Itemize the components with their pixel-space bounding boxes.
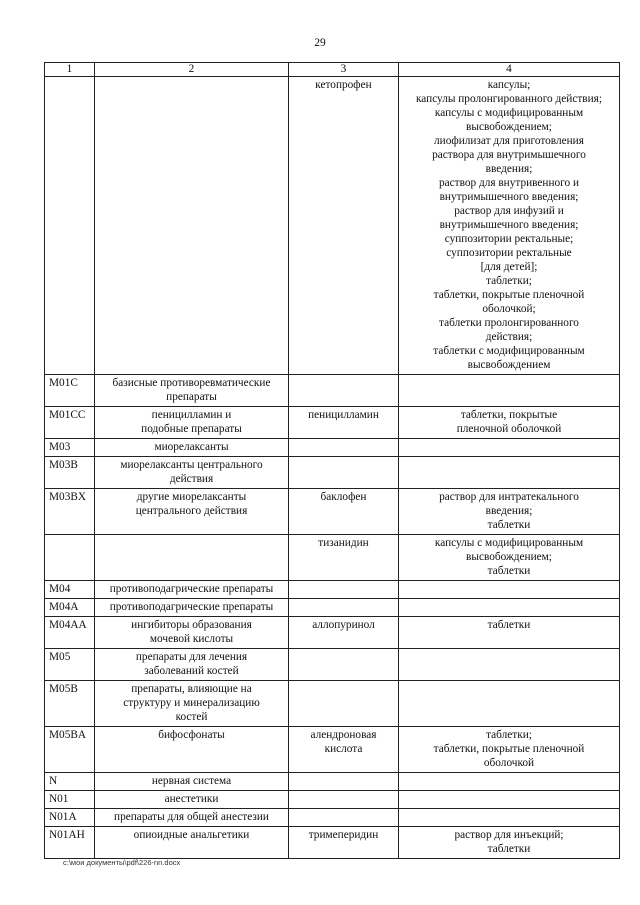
- code-cell: N01A: [45, 809, 95, 827]
- cell-text-line: введения;: [485, 163, 533, 175]
- name-cell: [95, 809, 289, 827]
- drug-cell: [289, 649, 399, 681]
- name-cell: [95, 727, 289, 773]
- code-cell: M03BX: [45, 489, 95, 535]
- code-cell: M04: [45, 581, 95, 599]
- cell-text-line: пленочной оболочкой: [456, 423, 562, 435]
- cell-text-line: заболеваний костей: [144, 665, 239, 677]
- cell-text-line: действия: [169, 473, 214, 485]
- code-cell: [45, 77, 95, 375]
- cell-text-line: препараты: [166, 391, 217, 403]
- name-cell: [95, 457, 289, 489]
- forms-cell: [399, 773, 620, 791]
- name-cell: [95, 489, 289, 535]
- footer-file-path: c:\мои документы\pdf\226-nn.docx: [63, 858, 181, 867]
- cell-text-line: раствор для инъекций;: [454, 829, 564, 841]
- column-header-2: 2: [95, 63, 289, 77]
- cell-text-line: мочевой кислоты: [149, 633, 234, 645]
- table-row: [45, 649, 620, 681]
- table-row: [45, 535, 620, 581]
- cell-text-line: алендроновая: [310, 729, 377, 741]
- cell-text-line: анестетики: [164, 793, 219, 805]
- cell-text-line: таблетки: [487, 843, 531, 855]
- table-row: [45, 617, 620, 649]
- cell-text-line: лиофилизат для приготовления: [434, 135, 584, 147]
- table-row: [45, 77, 620, 375]
- code-cell: M05B: [45, 681, 95, 727]
- drug-cell: [289, 599, 399, 617]
- forms-cell: [399, 681, 620, 727]
- table-row: [45, 581, 620, 599]
- cell-text-line: капсулы пролонгированного действия;: [415, 93, 603, 105]
- name-cell: [95, 617, 289, 649]
- cell-text-line: суппозитории ректальные: [446, 247, 572, 259]
- drug-cell: [289, 681, 399, 727]
- code-cell: N01: [45, 791, 95, 809]
- cell-text-line: раствора для внутримышечного: [432, 149, 586, 161]
- cell-text-line: раствор для интратекального: [439, 491, 579, 503]
- forms-cell: [399, 457, 620, 489]
- cell-text-line: высвобождением: [467, 359, 551, 371]
- cell-text-line: высвобождением;: [466, 121, 552, 133]
- column-header-4: 4: [399, 63, 620, 77]
- name-cell: [95, 77, 289, 375]
- name-cell: [95, 827, 289, 859]
- column-header-1: 1: [45, 63, 95, 77]
- table-row: [45, 773, 620, 791]
- cell-text-line: внутримышечного введения;: [439, 191, 579, 203]
- name-cell: [95, 407, 289, 439]
- forms-cell: [399, 599, 620, 617]
- cell-text-line: структуру и минерализацию: [123, 697, 260, 709]
- code-cell: N01AH: [45, 827, 95, 859]
- page-number: 29: [314, 37, 326, 49]
- table-row: [45, 791, 620, 809]
- drug-cell: [289, 439, 399, 457]
- drug-cell: [289, 773, 399, 791]
- table-row: [45, 827, 620, 859]
- table-row: [45, 439, 620, 457]
- drug-table: [44, 62, 620, 859]
- drug-cell: [289, 535, 399, 581]
- table-body: [45, 77, 620, 859]
- cell-text-line: капсулы с модифицированным: [434, 107, 584, 119]
- cell-text-line: таблетки: [487, 565, 531, 577]
- forms-cell: [399, 375, 620, 407]
- cell-text-line: раствор для внутривенного и: [438, 177, 580, 189]
- cell-text-line: таблетки пролонгированного: [439, 317, 579, 329]
- table-row: [45, 809, 620, 827]
- code-cell: N: [45, 773, 95, 791]
- cell-text-line: препараты для лечения: [135, 651, 248, 663]
- cell-text-line: капсулы с модифицированным: [434, 537, 584, 549]
- drug-cell: [289, 407, 399, 439]
- code-cell: M01C: [45, 375, 95, 407]
- forms-cell: [399, 77, 620, 375]
- name-cell: [95, 375, 289, 407]
- name-cell: [95, 773, 289, 791]
- table-row: [45, 457, 620, 489]
- forms-cell: [399, 727, 620, 773]
- cell-text-line: капсулы;: [487, 79, 531, 91]
- code-cell: M05: [45, 649, 95, 681]
- cell-text-line: другие миорелаксанты: [136, 491, 247, 503]
- cell-text-line: миорелаксанты: [154, 441, 229, 453]
- drug-cell: [289, 617, 399, 649]
- cell-text-line: подобные препараты: [141, 423, 242, 435]
- cell-text-line: таблетки, покрытые пленочной: [433, 743, 585, 755]
- cell-text-line: таблетки с модифицированным: [433, 345, 585, 357]
- cell-text-line: действия;: [485, 331, 533, 343]
- cell-text-line: высвобождением;: [466, 551, 552, 563]
- cell-text-line: ингибиторы образования: [131, 619, 252, 631]
- cell-text-line: оболочкой;: [482, 303, 536, 315]
- code-cell: M05BA: [45, 727, 95, 773]
- cell-text-line: суппозитории ректальные;: [444, 233, 574, 245]
- cell-text-line: внутримышечного введения;: [439, 219, 579, 231]
- forms-cell: [399, 407, 620, 439]
- cell-text-line: таблетки: [487, 619, 531, 631]
- code-cell: M03B: [45, 457, 95, 489]
- cell-text-line: оболочкой: [483, 757, 535, 769]
- table-row: [45, 681, 620, 727]
- name-cell: [95, 649, 289, 681]
- forms-cell: [399, 649, 620, 681]
- cell-text-line: таблетки, покрытые: [460, 409, 558, 421]
- drug-cell: [289, 827, 399, 859]
- forms-cell: [399, 617, 620, 649]
- column-header-3: 3: [289, 63, 399, 77]
- forms-cell: [399, 489, 620, 535]
- name-cell: [95, 599, 289, 617]
- drug-cell: [289, 457, 399, 489]
- forms-cell: [399, 827, 620, 859]
- drug-cell: [289, 809, 399, 827]
- cell-text-line: кетопрофен: [315, 79, 372, 91]
- cell-text-line: тримеперидин: [308, 829, 379, 841]
- forms-cell: [399, 791, 620, 809]
- cell-text-line: аллопуринол: [312, 619, 375, 631]
- code-cell: M04AA: [45, 617, 95, 649]
- cell-text-line: нервная система: [151, 775, 232, 787]
- table-row: [45, 375, 620, 407]
- forms-cell: [399, 809, 620, 827]
- name-cell: [95, 535, 289, 581]
- name-cell: [95, 581, 289, 599]
- name-cell: [95, 439, 289, 457]
- cell-text-line: раствор для инфузий и: [454, 205, 564, 217]
- code-cell: M04A: [45, 599, 95, 617]
- cell-text-line: центрального действия: [135, 505, 248, 517]
- cell-text-line: опиоидные анальгетики: [133, 829, 250, 841]
- drug-cell: [289, 77, 399, 375]
- header-row: [45, 63, 620, 77]
- cell-text-line: таблетки;: [486, 275, 532, 287]
- cell-text-line: пеницилламин: [308, 409, 379, 421]
- drug-cell: [289, 581, 399, 599]
- code-cell: [45, 535, 95, 581]
- cell-text-line: таблетки;: [486, 729, 532, 741]
- cell-text-line: тизанидин: [318, 537, 369, 549]
- table-row: [45, 489, 620, 535]
- cell-text-line: противоподагрические препараты: [109, 601, 274, 613]
- cell-text-line: препараты для общей анестезии: [114, 811, 269, 823]
- code-cell: M01CC: [45, 407, 95, 439]
- name-cell: [95, 791, 289, 809]
- table-row: [45, 407, 620, 439]
- forms-cell: [399, 581, 620, 599]
- cell-text-line: базисные противоревматические: [112, 377, 271, 389]
- table-row: [45, 599, 620, 617]
- cell-text-line: бифосфонаты: [158, 729, 225, 741]
- forms-cell: [399, 535, 620, 581]
- cell-text-line: пеницилламин и: [151, 409, 232, 421]
- cell-text-line: введения;: [485, 505, 533, 517]
- drug-cell: [289, 489, 399, 535]
- cell-text-line: [для детей];: [480, 261, 538, 273]
- code-cell: M03: [45, 439, 95, 457]
- forms-cell: [399, 439, 620, 457]
- cell-text-line: костей: [175, 711, 208, 723]
- cell-text-line: таблетки, покрытые пленочной: [433, 289, 585, 301]
- cell-text-line: таблетки: [487, 519, 531, 531]
- cell-text-line: миорелаксанты центрального: [120, 459, 263, 471]
- drug-cell: [289, 791, 399, 809]
- name-cell: [95, 681, 289, 727]
- cell-text-line: баклофен: [320, 491, 367, 503]
- drug-cell: [289, 375, 399, 407]
- table-row: [45, 727, 620, 773]
- cell-text-line: противоподагрические препараты: [109, 583, 274, 595]
- cell-text-line: препараты, влияющие на: [131, 683, 252, 695]
- cell-text-line: кислота: [324, 743, 363, 755]
- drug-cell: [289, 727, 399, 773]
